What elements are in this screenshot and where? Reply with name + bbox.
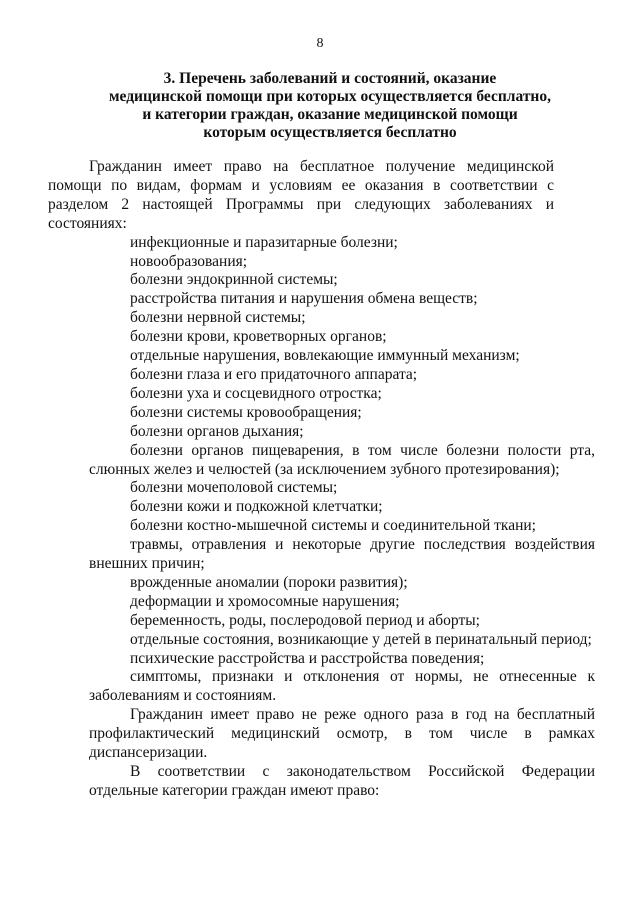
- heading-line: которым осуществляется бесплатно: [203, 124, 457, 141]
- list-item: болезни органов пищеварения, в том числе болезни полости рта, слюнных желез и челюстей (за исключением зубного протезирования);: [89, 441, 595, 478]
- list-item: симптомы, признаки и отклонения от нормы, не отнесенные к заболеваниям и состояниям.: [89, 668, 595, 705]
- page-number: 8: [316, 36, 324, 51]
- list-item: болезни уха и сосцевидного отростка;: [130, 384, 382, 402]
- heading-line: и категории граждан, оказание медицинской помощи: [142, 106, 518, 123]
- list-item: болезни эндокринной системы;: [130, 271, 338, 289]
- list-item: инфекционные и паразитарные болезни;: [130, 233, 398, 251]
- list-item: болезни системы кровообращения;: [130, 403, 362, 421]
- list-item: деформации и хромосомные нарушения;: [130, 592, 400, 610]
- list-item: отдельные состояния, возникающие у детей в перинатальный период;: [130, 630, 592, 648]
- list-item: беременность, роды, послеродовой период и аборты;: [130, 611, 480, 629]
- heading-line: медицинской помощи при которых осуществляется бесплатно,: [108, 88, 551, 105]
- list-item: болезни органов дыхания;: [130, 422, 304, 440]
- categories-paragraph: В соответствии с законодательством Российской Федерации отдельные категории граждан имеют право:: [89, 763, 595, 799]
- section-heading: [60, 70, 600, 142]
- checkup-paragraph: Гражданин имеет право не реже одного раза в год на бесплатный профилактический медицинский осмотр, в том числе в рамках диспансеризации.: [89, 706, 595, 762]
- list-item: врожденные аномалии (пороки развития);: [130, 573, 408, 591]
- list-item: расстройства питания и нарушения обмена веществ;: [130, 290, 478, 308]
- document-body: [48, 158, 595, 801]
- list-item: психические расстройства и расстройства поведения;: [130, 649, 485, 667]
- heading-line: 3. Перечень заболеваний и состояний, оказание: [163, 70, 497, 87]
- list-item: болезни глаза и его придаточного аппарата;: [130, 365, 418, 383]
- list-item: болезни нервной системы;: [130, 309, 306, 327]
- list-item: болезни костно-мышечной системы и соединительной ткани;: [130, 517, 536, 535]
- list-item: болезни крови, кроветворных органов;: [130, 328, 387, 346]
- list-item: новообразования;: [130, 252, 248, 270]
- list-item: болезни кожи и подкожной клетчатки;: [130, 498, 383, 516]
- list-item: болезни мочеполовой системы;: [130, 479, 338, 497]
- list-item: травмы, отравления и некоторые другие последствия воздействия внешних причин;: [89, 536, 595, 573]
- list-item: отдельные нарушения, вовлекающие иммунный механизм;: [130, 347, 520, 365]
- intro-paragraph: Гражданин имеет право на бесплатное получение медицинской помощи по видам, формам и условиям ее оказания в соответствии с разделом 2 настоящей Программы при следующих заболеваниях и состояниях:: [48, 158, 554, 232]
